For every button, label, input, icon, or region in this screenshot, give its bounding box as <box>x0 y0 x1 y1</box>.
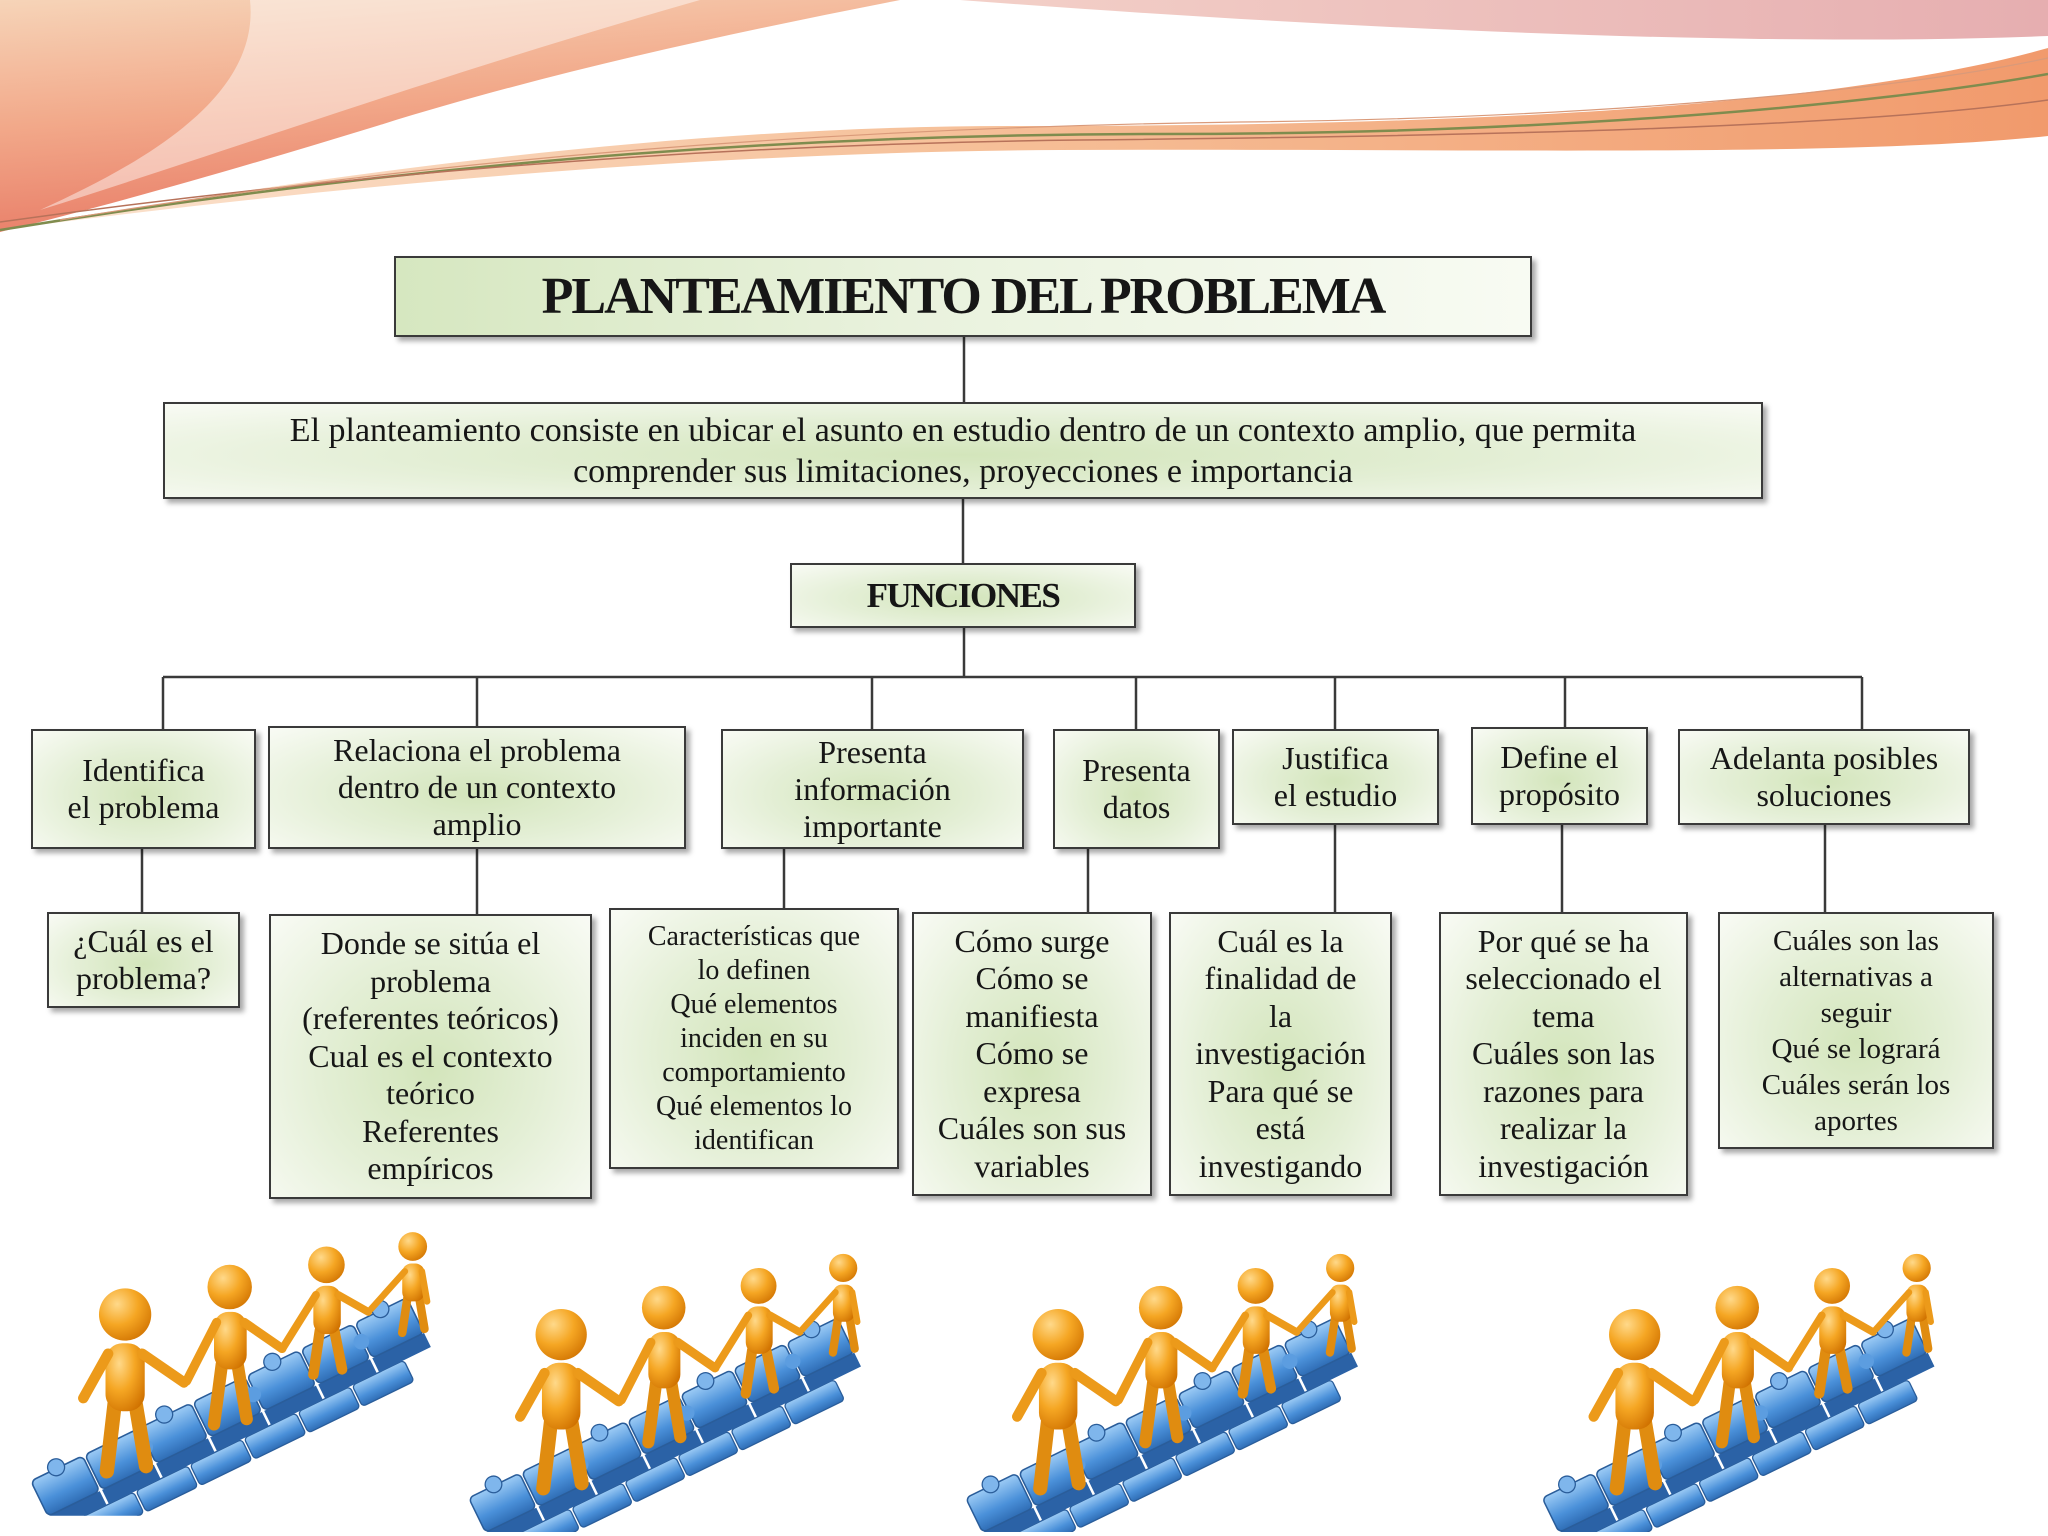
detail-text: Donde se sitúa el problema (referentes teóricos) Cual es el contexto teórico Referentes empíricos <box>302 925 559 1187</box>
detail-box-define <box>1439 912 1688 1196</box>
function-box-relaciona <box>268 726 686 849</box>
detail-box-identifica <box>47 912 240 1008</box>
functions-heading: FUNCIONES <box>866 576 1060 615</box>
team-illustration <box>1538 1254 1945 1532</box>
function-label: Relaciona el problema dentro de un contexto amplio <box>333 732 621 842</box>
function-box-adelanta <box>1678 729 1970 825</box>
function-box-justifica <box>1232 729 1439 825</box>
detail-box-presenta-informacion <box>609 908 899 1169</box>
swoosh-wave-icon <box>0 0 2048 260</box>
detail-box-presenta-datos <box>912 912 1152 1196</box>
function-label: Adelanta posibles soluciones <box>1709 740 1939 813</box>
functions-heading-box <box>790 563 1136 628</box>
team-holding-hands-on-puzzle-icon <box>953 1250 1371 1532</box>
detail-text: ¿Cuál es el problema? <box>73 922 214 996</box>
definition-box <box>163 402 1763 499</box>
function-box-define <box>1471 727 1648 825</box>
detail-text: Características que lo definen Qué elementos inciden en su comportamiento Qué elementos lo identifican <box>647 920 861 1156</box>
team-illustration <box>464 1254 871 1532</box>
detail-box-justifica <box>1169 912 1392 1196</box>
detail-text: Cómo surge Cómo se manifiesta Cómo se expresa Cuáles son sus variables <box>937 922 1127 1184</box>
function-box-identifica <box>31 729 256 849</box>
team-holding-hands-on-puzzle-icon <box>31 1228 431 1516</box>
function-box-presenta-datos <box>1053 729 1220 849</box>
function-label: Presenta información importante <box>794 733 951 844</box>
detail-text: Cuáles son las alternativas a seguir Qué se logrará Cuáles serán los aportes <box>1761 924 1951 1137</box>
function-label: Justifica el estudio <box>1273 740 1398 813</box>
swoosh-pink-area <box>960 0 2048 40</box>
team-illustration <box>31 1232 431 1516</box>
function-label: Identifica el problema <box>67 752 220 825</box>
function-label: Presenta datos <box>1082 752 1191 825</box>
detail-text: Cuál es la finalidad de la investigación Para qué se está investigando <box>1195 922 1366 1184</box>
function-label: Define el propósito <box>1499 739 1620 812</box>
team-illustration <box>961 1254 1368 1532</box>
detail-text: Por qué se ha seleccionado el tema Cuáles son las razones para realizar la investigación <box>1465 922 1662 1184</box>
definition-text: El planteamiento consiste en ubicar el asunto en estudio dentro de un contexto amplio, que permita comprender sus limitaciones, proyecciones e importancia <box>289 411 1637 490</box>
detail-box-relaciona <box>269 914 592 1199</box>
page-title: PLANTEAMIENTO DEL PROBLEMA <box>541 267 1385 325</box>
detail-box-adelanta <box>1718 912 1994 1149</box>
team-holding-hands-on-puzzle-icon <box>452 1250 878 1532</box>
team-holding-hands-on-puzzle-icon <box>1528 1250 1949 1532</box>
title-box <box>394 256 1532 337</box>
function-box-presenta-informacion <box>721 729 1024 849</box>
